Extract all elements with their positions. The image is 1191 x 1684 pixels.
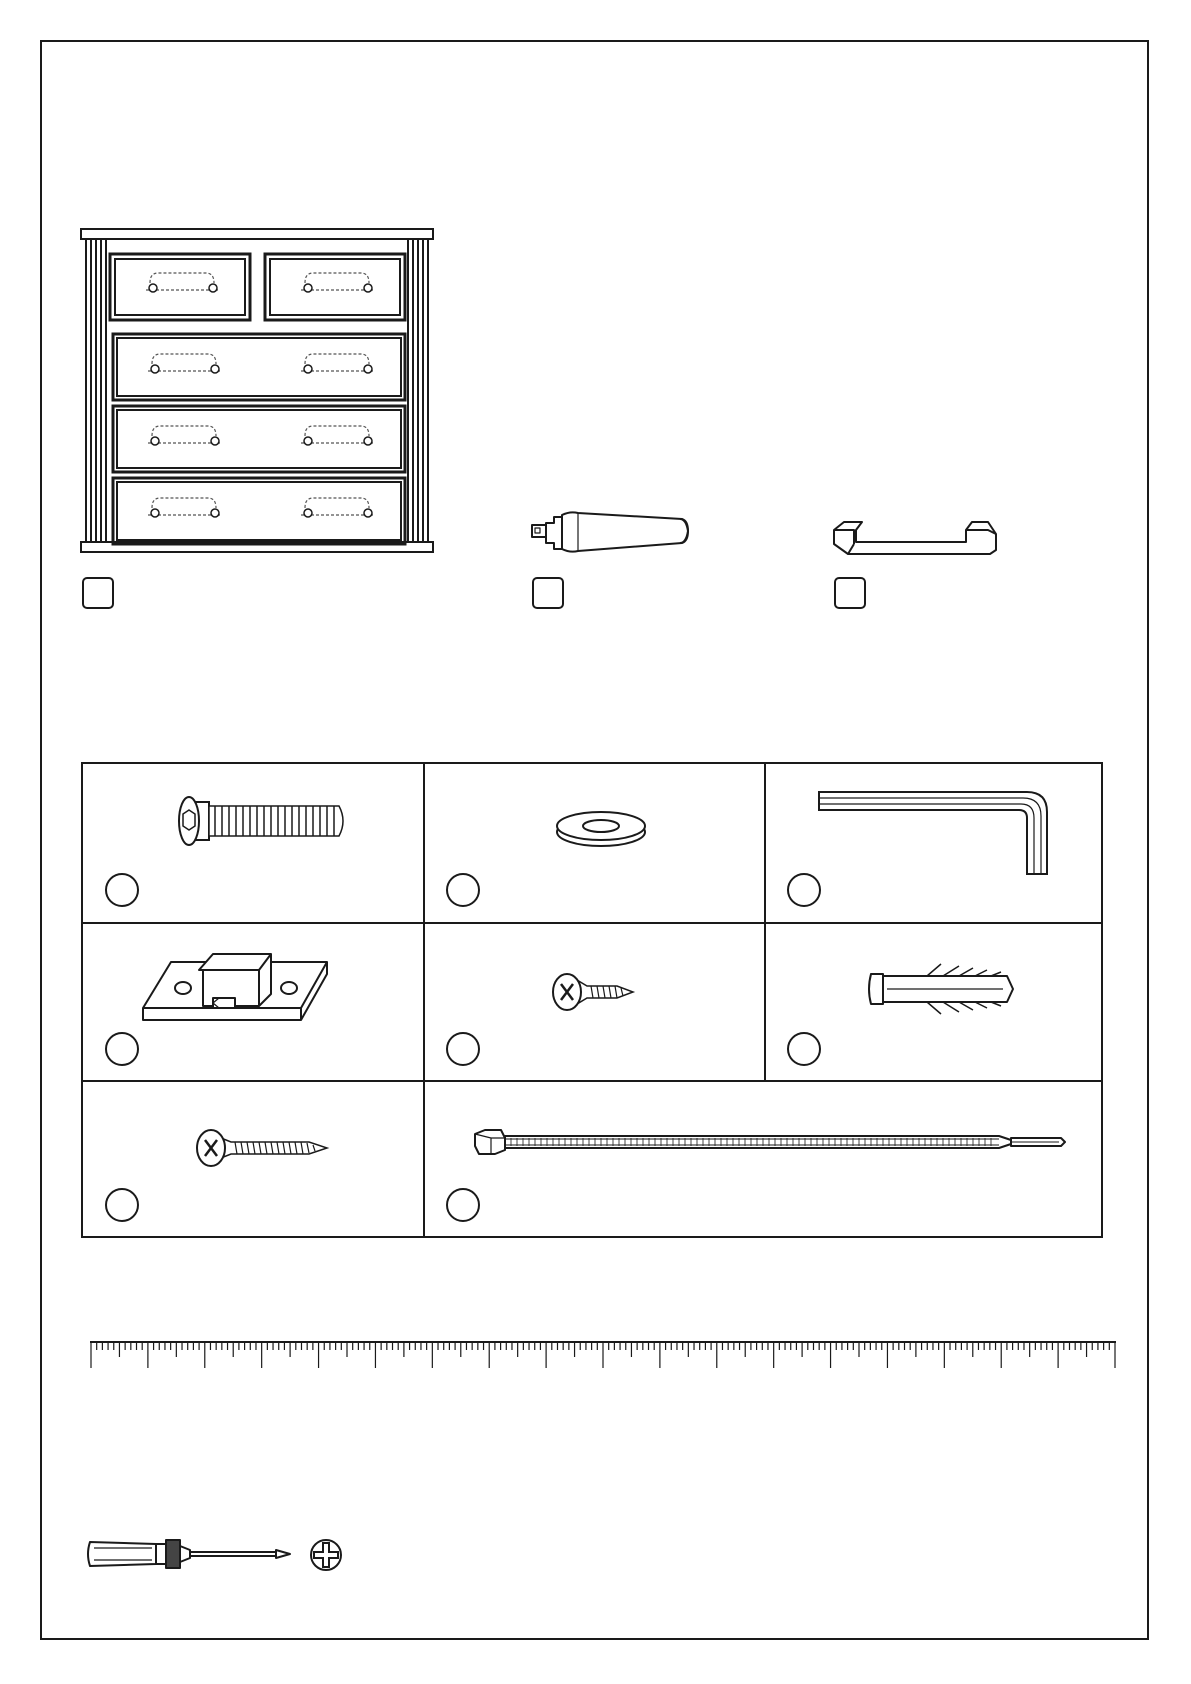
cable-tie-icon — [471, 1124, 1071, 1164]
short-screw-icon — [549, 970, 639, 1014]
grid-divider — [83, 1080, 1101, 1082]
ruler-icon — [90, 1340, 1116, 1376]
allen-key-circle — [787, 873, 821, 907]
handle-icon — [832, 520, 998, 556]
phillips-symbol-icon — [309, 1538, 343, 1572]
hardware-parts-grid — [81, 762, 1103, 1238]
short-screw-circle — [446, 1032, 480, 1066]
bracket-icon — [141, 948, 341, 1038]
leg-icon — [530, 505, 700, 555]
hex-bolt-icon — [159, 788, 359, 858]
chest-of-drawers-label-box — [82, 577, 114, 609]
grid-divider — [83, 922, 1101, 924]
hex-bolt-circle — [105, 873, 139, 907]
cable-tie-circle — [446, 1188, 480, 1222]
wall-plug-circle — [787, 1032, 821, 1066]
long-screw-icon — [193, 1126, 333, 1170]
washer-icon — [553, 808, 653, 848]
bracket-circle — [105, 1032, 139, 1066]
screwdriver-icon — [86, 1534, 292, 1574]
allen-key-icon — [817, 788, 1057, 876]
long-screw-circle — [105, 1188, 139, 1222]
wall-plug-icon — [867, 962, 1017, 1016]
chest-of-drawers-icon — [80, 228, 436, 556]
washer-circle — [446, 873, 480, 907]
grid-divider — [423, 764, 425, 1236]
leg-label-box — [532, 577, 564, 609]
handle-label-box — [834, 577, 866, 609]
